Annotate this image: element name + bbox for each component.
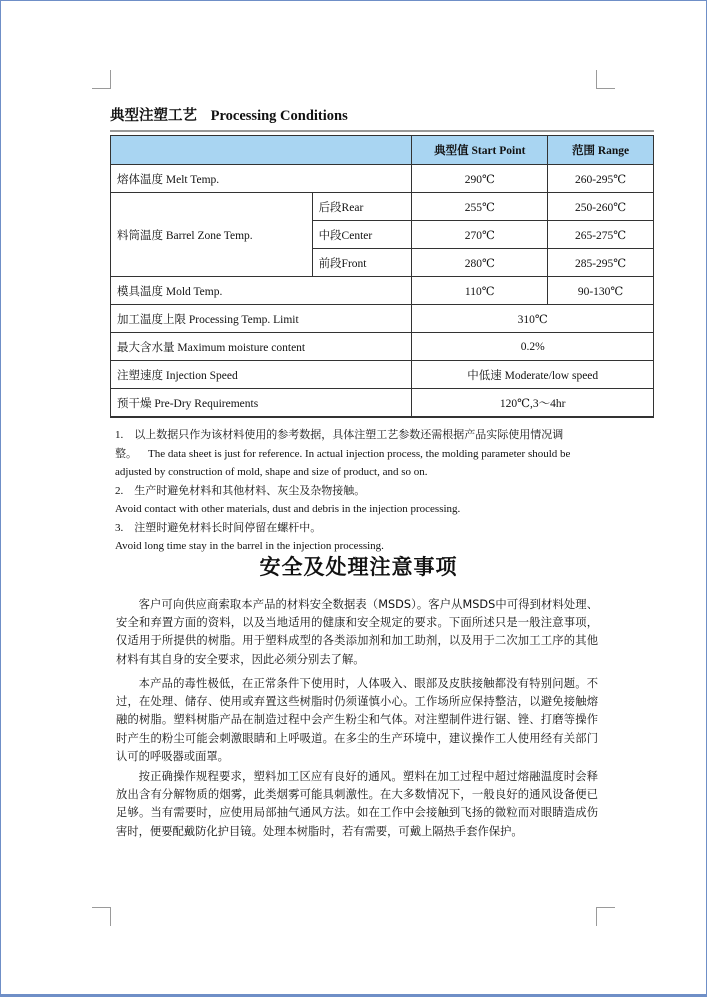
safety-title: 安全及处理注意事项 (259, 555, 458, 579)
barrel-rear-label: 后段Rear (312, 193, 412, 221)
crop-mark-bottom-right (596, 907, 615, 926)
table-header-row (111, 136, 654, 165)
predry-value: 120℃,3～4hr (412, 389, 654, 418)
processing-conditions-table (110, 135, 654, 418)
header-blank-cell (111, 136, 412, 165)
mold-range: 90-130℃ (548, 277, 654, 305)
safety-p1-text: 客户可向供应商索取本产品的材料安全数据表（MSDS）。客户从MSDS中可得到材料处理、安全和弃置方面的资料，以及当地适用的健康和安全规定的要求。下面所述只是一般注意事项，仅适用于所提供的树脂。用于塑料成型的各类添加剂和加工助剂，以及用于二次加工工序的其他材料有其自身的安全要求，因此必须分别去了解。 (116, 598, 598, 666)
notes-block (115, 426, 590, 556)
limit-value: 310℃ (412, 305, 654, 333)
note-3-en: Avoid long time stay in the barrel in the injection processing. (115, 540, 384, 552)
table-row-melt (111, 165, 654, 193)
note-3-zh: 3. 注塑时避免材料长时间停留在螺杆中。 (115, 521, 322, 534)
note-1 (115, 426, 590, 482)
safety-paragraph-1 (116, 596, 598, 669)
note-2-en: Avoid contact with other materials, dust and debris in the injection processing. (115, 503, 461, 515)
speed-label: 注塑速度 Injection Speed (111, 361, 412, 389)
header-range: 范围 Range (548, 136, 654, 165)
predry-label: 预干燥 Pre-Dry Requirements (111, 389, 412, 418)
barrel-center-label: 中段Center (312, 221, 412, 249)
barrel-front-start: 280℃ (412, 249, 548, 277)
speed-value: 中低速 Moderate/low speed (412, 361, 654, 389)
limit-label: 加工温度上限 Processing Temp. Limit (111, 305, 412, 333)
table-row-limit (111, 305, 654, 333)
section-title-zh: 典型注塑工艺 (110, 108, 197, 124)
barrel-front-range: 285-295℃ (548, 249, 654, 277)
barrel-label: 料筒温度 Barrel Zone Temp. (111, 193, 313, 277)
mold-label: 模具温度 Mold Temp. (111, 277, 412, 305)
table-row-mold (111, 277, 654, 305)
melt-start: 290℃ (412, 165, 548, 193)
crop-mark-top-right (596, 70, 615, 89)
safety-p3-text: 按正确操作规程要求，塑料加工区应有良好的通风。塑料在加工过程中超过熔融温度时会释放出含有分解物质的烟雾，此类烟雾可能具刺激性。在大多数情况下，一般良好的通风设备便已足够。当有需要时，应使用局部抽气通风方法。如在工作中会接触到飞扬的微粒而对眼睛造成伤害时，便要配戴防化护目镜。处理本树脂时，若有需要，可戴上隔热手套作保护。 (116, 770, 598, 838)
header-start-point: 典型值 Start Point (412, 136, 548, 165)
table-row-barrel-rear (111, 193, 654, 221)
barrel-rear-start: 255℃ (412, 193, 548, 221)
barrel-rear-range: 250-260℃ (548, 193, 654, 221)
barrel-center-start: 270℃ (412, 221, 548, 249)
crop-mark-top-left (92, 70, 111, 89)
safety-paragraph-2 (116, 675, 598, 766)
note-1-en: The data sheet is just for reference. In actual injection process, the molding parameter should be adjusted by construction of mold, shape and size of product, and so on. (115, 447, 571, 478)
safety-p2-text: 本产品的毒性极低，在正常条件下使用时，人体吸入、眼部及皮肤接触都没有特别问题。不过，在处理、储存、使用或弃置这些树脂时仍须谨慎小心。工作场所应保持整洁，以避免接触熔融的树脂。塑料树脂产品在制造过程中会产生粉尘和气体。对注塑制件进行锯、锉、打磨等操作时产生的粉尘可能会刺激眼睛和上呼吸道。在多尘的生产环境中，建议操作工人使用经有关部门认可的呼吸器或面罩。 (116, 677, 598, 763)
safety-paragraph-3 (116, 768, 598, 841)
table-row-moisture (111, 333, 654, 361)
moisture-value: 0.2% (412, 333, 654, 361)
melt-label: 熔体温度 Melt Temp. (111, 165, 412, 193)
barrel-center-range: 265-275℃ (548, 221, 654, 249)
note-2-zh: 2. 生产时避免材料和其他材料、灰尘及杂物接触。 (115, 484, 366, 497)
table-row-speed (111, 361, 654, 389)
note-1-zh: 1. 以上数据只作为该材料使用的参考数据，具体注塑工艺参数还需根据产品实际使用情况调整。 (115, 429, 564, 460)
moisture-label: 最大含水量 Maximum moisture content (111, 333, 412, 361)
crop-mark-bottom-left (92, 907, 111, 926)
title-rule (110, 130, 654, 132)
melt-range: 260-295℃ (548, 165, 654, 193)
section-title (110, 104, 348, 125)
mold-start: 110℃ (412, 277, 548, 305)
barrel-front-label: 前段Front (312, 249, 412, 277)
table-row-predry (111, 389, 654, 418)
section-title-en: Processing Conditions (210, 108, 348, 124)
